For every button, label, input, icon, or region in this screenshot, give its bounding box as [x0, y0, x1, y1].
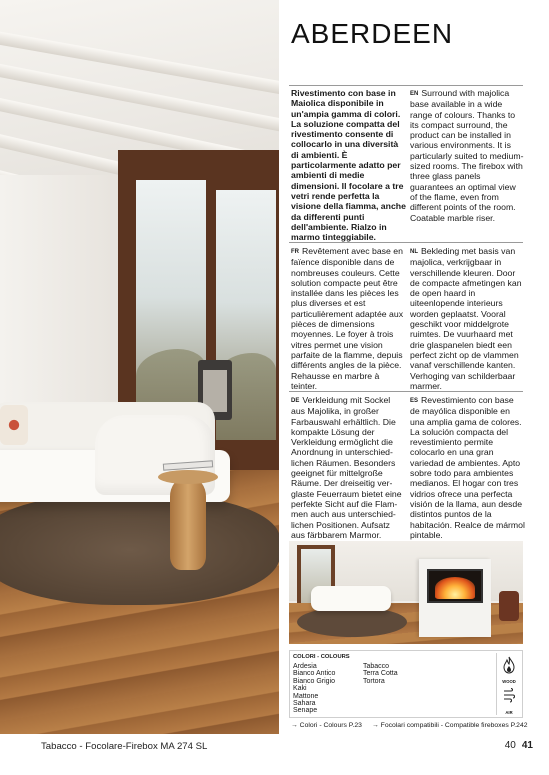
side-table-base [170, 478, 206, 570]
page-number-right: 41 [521, 740, 533, 751]
divider [289, 242, 523, 243]
page-number-left: 40 [504, 740, 516, 751]
colour-item: Tortora [363, 677, 385, 685]
colour-item: Bianco Grigio [293, 677, 336, 685]
divider [289, 85, 523, 86]
side-table-top [158, 470, 218, 484]
colour-item: Kaki [293, 685, 307, 693]
product-title: ABERDEEN [291, 18, 454, 49]
flame [435, 577, 475, 599]
plant-pot [499, 591, 519, 621]
text-french-body: Revêtement avec base en faïence disponible dans de nombreuses couleurs. Cette solution compacte peut être installée dans les pièces les plus diverses et est particulièrement adaptée aux pièces de dimensions moyennes. Le foyer à trois vitres permet une vision parfaite de la flamme, depuis différents angles de la pièce. Rehausse en marbre à teinter. [291, 246, 404, 391]
sofa [311, 586, 391, 611]
window-glass [136, 180, 206, 440]
text-german-body: Verkleidung mit Sockel aus Majolika, in großer Farbauswahl erhältlich. Die kompakte Lösung der Verkleidung ermöglicht die Anordnung in unterschied-lichen Räumen. Besonders geeignet für mittelgroße Räume. Der dreiseitig ver-glaste Feuerraum bietet eine perfekte Sicht auf die Flam-men auch aus unterschied-lichen Positionen. Aufsatz aus färbbarem Marmor. [291, 395, 402, 540]
air-label: AIR [505, 710, 513, 715]
cushion [0, 405, 28, 445]
text-italian: Rivestimento con base in Maiolica disponibile in un'ampia gamma di colori. La soluzione compatta del rivestimento consente di collocarlo in una diversità di ambienti. È particolarmente adatto per ambienti di medie dimensioni. Il focolare a tre vetri rende perfetta la visione della fiamma, anche da differenti punti dell'ambiente. Rialzo in marmo tinteggiabile. [291, 88, 406, 243]
colour-item: Sahara [293, 700, 316, 708]
text-english [410, 88, 525, 223]
text-english-body: Surround with majolica base available in a wide range of colours. Thanks to its compact surround, the product can be installed in various environments. It is particularly suited to medium-sized rooms. The firebox with three glass panels guarantees an optimal view of the flame, even from different points of the room. Coatable marble riser. [410, 88, 524, 223]
divider [289, 391, 523, 392]
text-spanish-body: Revestimiento con base de mayólica disponible en una amplia gama de colores. La solución compacta del revestimiento permite colocarlo en una gran variedad de ambientes. Apto sobre todo para ambientes medianos. El hogar con tres vidrios ofrece una perfecta visión de la llama, aun desde distintos puntos de la habitación. Realce de mármol pintable. [410, 395, 525, 540]
wood-label: WOOD [502, 679, 516, 684]
colours-heading: COLORI - COLOURS [293, 654, 350, 660]
text-german [291, 395, 406, 540]
flame-wood-icon [500, 656, 518, 679]
photo-caption: Tabacco - Focolare-Firebox MA 274 SL [41, 741, 208, 752]
fuel-badges [496, 653, 520, 715]
fireboxes-reference: → Focolari compatibili - Compatible fireboxes P.242 [372, 722, 528, 729]
colours-list-2 [363, 663, 398, 685]
lang-tag-en: EN [410, 91, 419, 97]
rug [297, 607, 407, 637]
air-badge [500, 687, 518, 715]
text-dutch [410, 246, 525, 391]
fireplace-photo [289, 541, 523, 644]
text-spanish [410, 395, 525, 540]
air-flow-icon [500, 687, 518, 710]
wood-badge [500, 656, 518, 684]
lang-tag-nl: NL [410, 249, 418, 255]
text-french [291, 246, 406, 391]
colour-item: Ardesia [293, 663, 317, 670]
colours-box [289, 650, 523, 718]
main-room-photo [0, 0, 279, 734]
lang-tag-fr: FR [291, 249, 299, 255]
lang-tag-de: DE [291, 398, 300, 404]
page-numbers [505, 740, 533, 751]
lang-tag-es: ES [410, 398, 419, 404]
colour-item: Senape [293, 707, 318, 715]
side-table [158, 470, 218, 570]
colour-item: Terra Cotta [363, 670, 398, 678]
colour-item: Tabacco [363, 663, 390, 670]
text-dutch-body: Bekleding met basis van majolica, verkrijgbaar in verschillende kleuren. Door de compacte afmetingen kan de open haard in uiteenlopende interieurs worden geplaatst. Vooral geschikt voor middelgrote ruimtes. De vuurhaard met drie glaspanelen biedt een perfect zicht op de vlammen vanaf verschillende kanten. Verhoging van schilderbaar marmer. [410, 246, 522, 391]
colours-reference: → Colori - Colours P.23 [291, 722, 362, 729]
shag-rug [0, 495, 279, 605]
colour-item: Bianco Antico [293, 670, 336, 678]
colour-item: Mattone [293, 692, 319, 700]
colours-list-1 [293, 663, 335, 715]
